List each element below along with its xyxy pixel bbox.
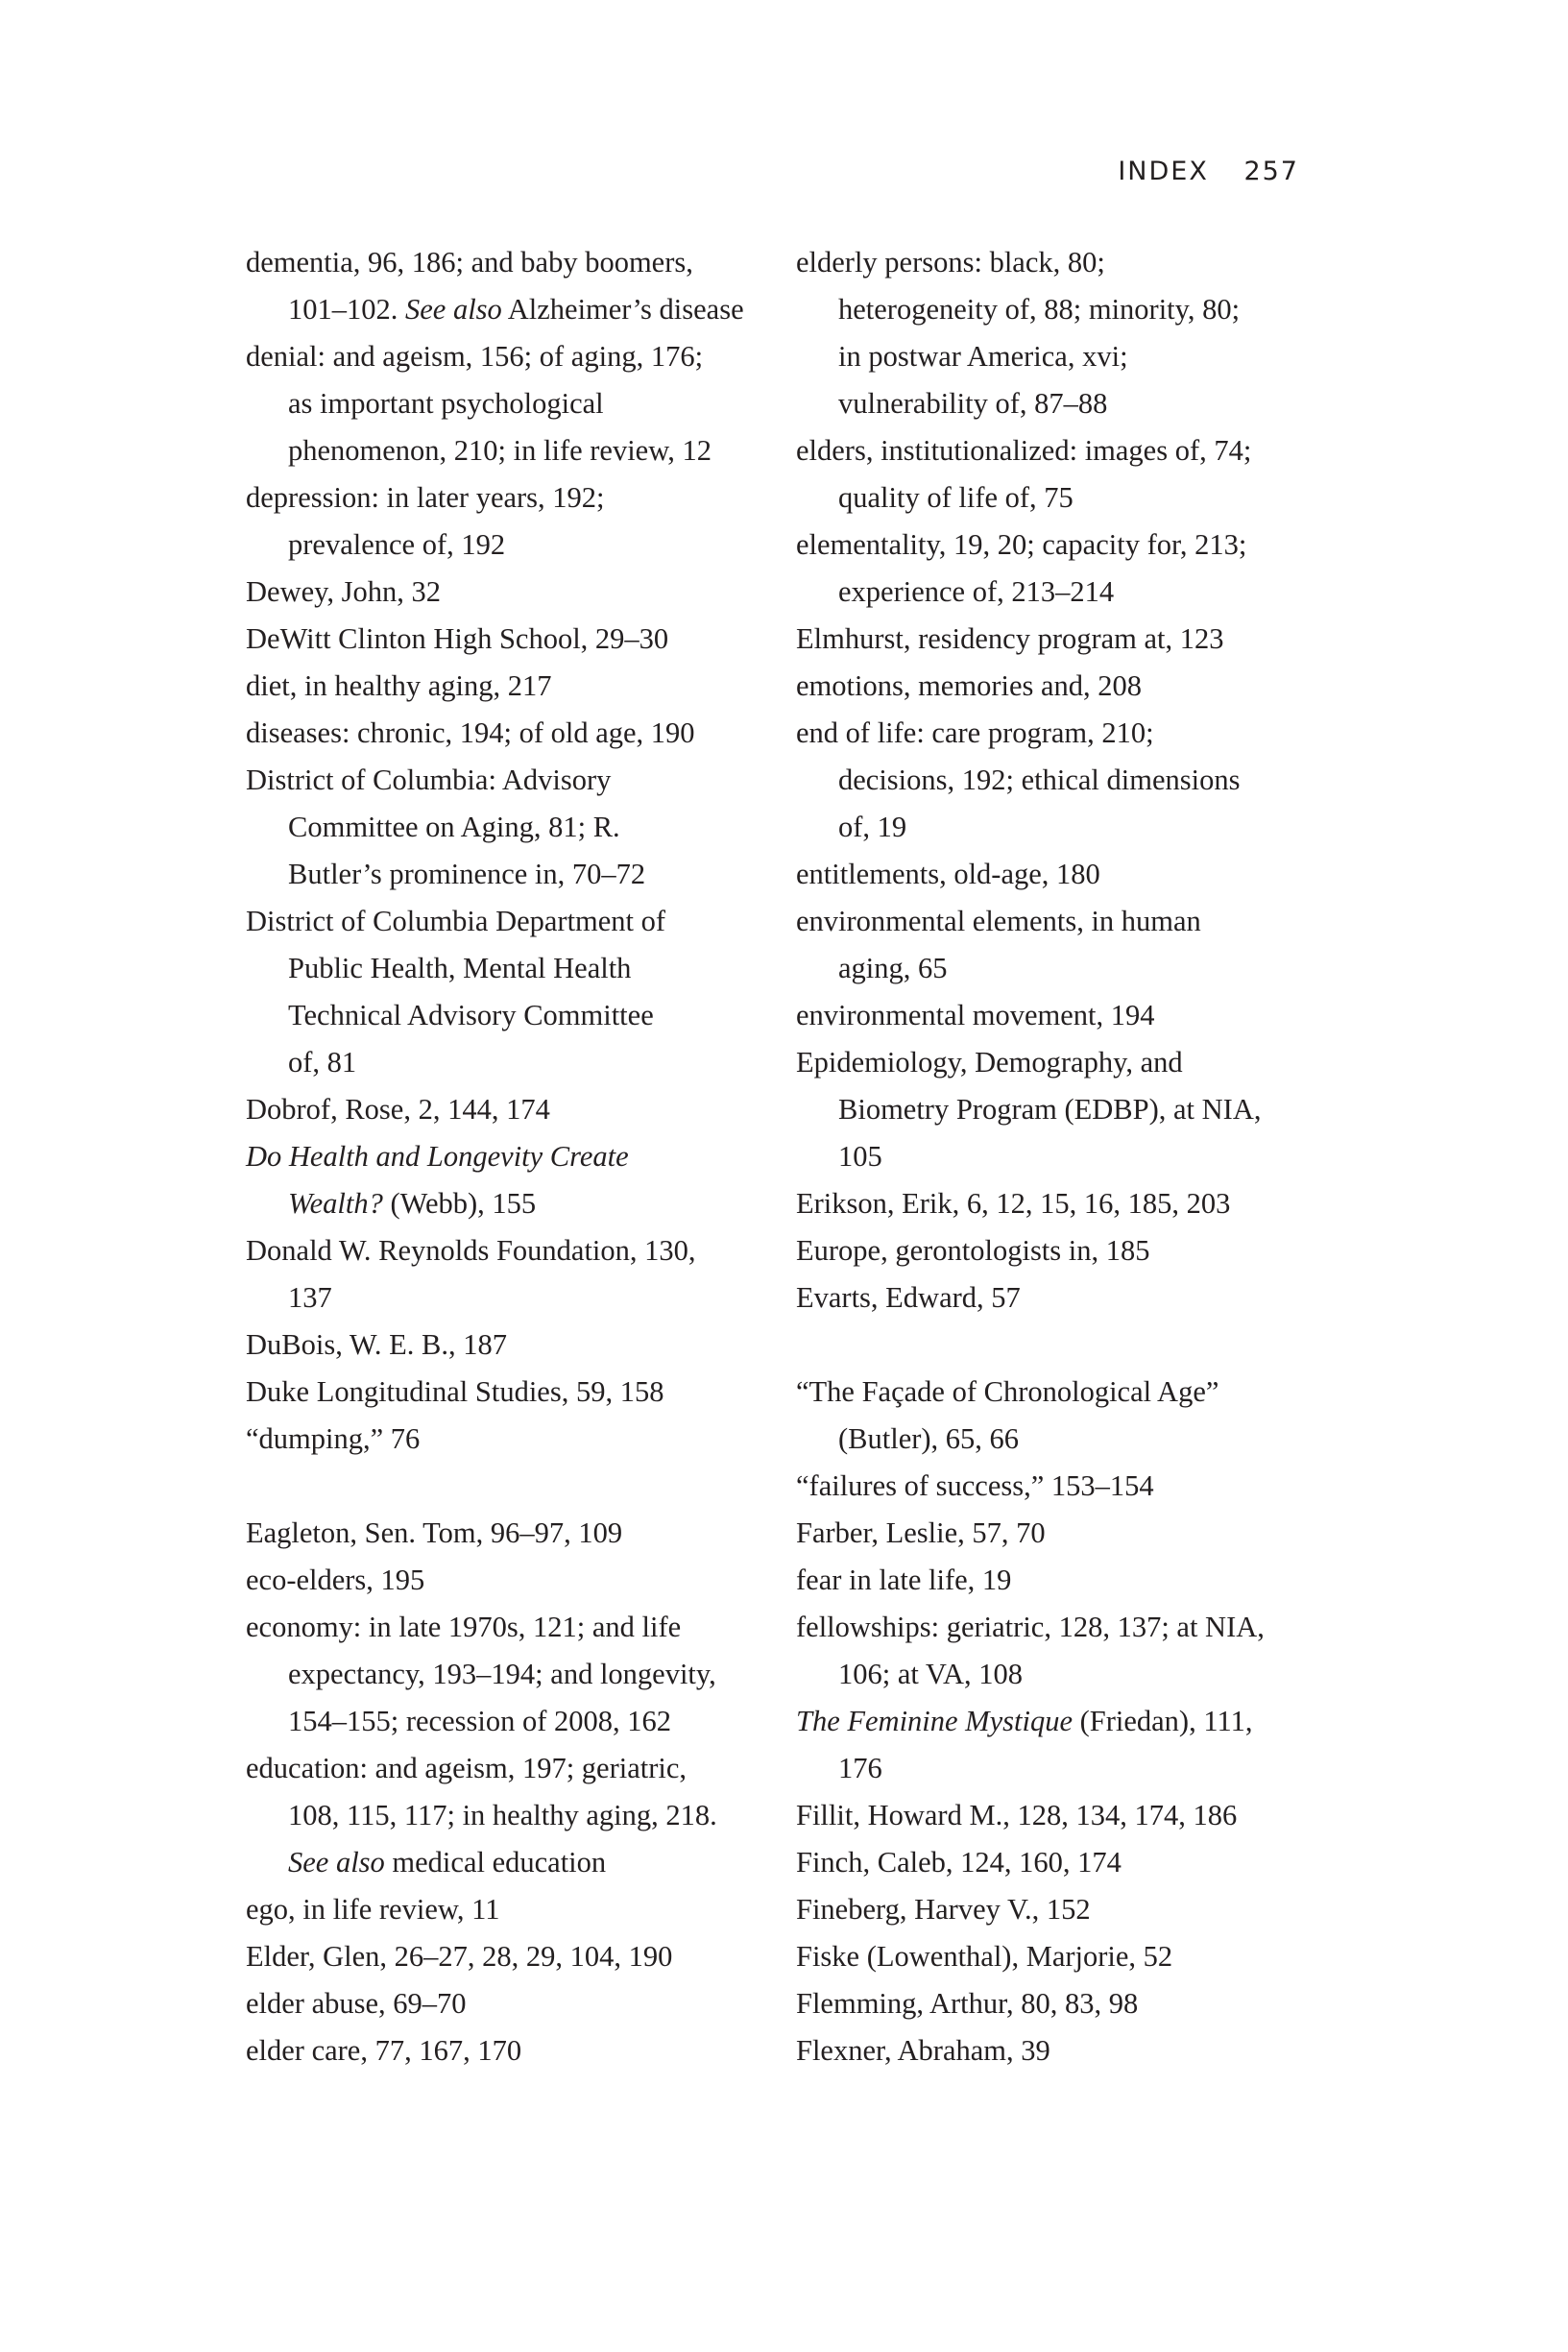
italic-text: See also <box>405 293 502 326</box>
index-column-right <box>796 239 1334 2074</box>
italic-text: The Feminine Mystique <box>796 1705 1073 1737</box>
index-entry-line <box>246 1227 784 1274</box>
entry-text: diseases: chronic, 194; of old age, 190 <box>246 716 695 749</box>
index-entry-line <box>796 616 1334 663</box>
index-entry-line <box>796 1557 1334 1604</box>
index-entry-line <box>796 1274 1334 1321</box>
index-subentry-line <box>246 1274 784 1321</box>
index-subentry-line <box>246 286 784 333</box>
entry-text: decisions, 192; ethical dimensions <box>838 764 1241 796</box>
index-subentry-line <box>246 1651 784 1698</box>
index-subentry-line <box>246 1039 784 1086</box>
index-entry-line <box>246 1745 784 1792</box>
entry-text: elders, institutionalized: images of, 74; <box>796 434 1252 467</box>
index-entry-line <box>796 1369 1334 1416</box>
entry-text: of, 81 <box>288 1046 357 1079</box>
entry-text: Finch, Caleb, 124, 160, 174 <box>796 1846 1122 1879</box>
entry-text: ego, in life review, 11 <box>246 1893 500 1926</box>
italic-text: See also <box>288 1846 385 1879</box>
index-entry-line <box>246 1510 784 1557</box>
entry-text: diet, in healthy aging, 217 <box>246 669 552 702</box>
entry-text: Eagleton, Sen. Tom, 96–97, 109 <box>246 1516 623 1549</box>
entry-text: vulnerability of, 87–88 <box>838 387 1108 420</box>
entry-text: dementia, 96, 186; and baby boomers, <box>246 246 693 279</box>
index-entry-line <box>246 1980 784 2027</box>
entry-text: elementality, 19, 20; capacity for, 213; <box>796 528 1247 561</box>
index-entry-line <box>796 1604 1334 1651</box>
index-entry-line <box>246 898 784 945</box>
index-entry-line <box>246 1604 784 1651</box>
index-subentry-line <box>246 851 784 898</box>
index-column-left <box>246 239 784 2074</box>
entry-text: economy: in late 1970s, 121; and life <box>246 1611 682 1643</box>
entry-text: Dobrof, Rose, 2, 144, 174 <box>246 1093 550 1126</box>
entry-text: Epidemiology, Demography, and <box>796 1046 1183 1079</box>
index-subentry-line <box>246 992 784 1039</box>
entry-text: DeWitt Clinton High School, 29–30 <box>246 622 669 655</box>
index-entry-line <box>796 1886 1334 1933</box>
index-entry-line <box>796 1839 1334 1886</box>
index-subentry-line <box>796 1745 1334 1792</box>
index-subentry-line <box>246 1698 784 1745</box>
entry-text: “failures of success,” 153–154 <box>796 1469 1154 1502</box>
entry-text: quality of life of, 75 <box>838 481 1073 514</box>
entry-text: environmental elements, in human <box>796 905 1201 937</box>
index-entry-line <box>796 663 1334 710</box>
italic-text: Wealth? <box>288 1187 383 1220</box>
index-subentry-line <box>796 945 1334 992</box>
entry-text: 101–102. <box>288 293 405 326</box>
index-subentry-line <box>246 1792 784 1839</box>
entry-text: emotions, memories and, 208 <box>796 669 1143 702</box>
index-subentry-line <box>246 945 784 992</box>
entry-text: Donald W. Reynolds Foundation, 130, <box>246 1234 696 1267</box>
entry-text: heterogeneity of, 88; minority, 80; <box>838 293 1241 326</box>
entry-text: Flexner, Abraham, 39 <box>796 2034 1050 2067</box>
index-entry-line <box>246 757 784 804</box>
index-subentry-line <box>796 286 1334 333</box>
entry-text: “dumping,” 76 <box>246 1422 421 1455</box>
entry-text: 108, 115, 117; in healthy aging, 218. <box>288 1799 717 1831</box>
entry-text: District of Columbia Department of <box>246 905 666 937</box>
entry-text: aging, 65 <box>838 952 948 984</box>
index-entry-line <box>796 992 1334 1039</box>
entry-text: of, 19 <box>838 811 907 843</box>
entry-text: Public Health, Mental Health <box>288 952 632 984</box>
index-entry-line <box>246 1886 784 1933</box>
entry-text: Evarts, Edward, 57 <box>796 1281 1021 1314</box>
entry-text: 105 <box>838 1140 882 1173</box>
entry-text: Committee on Aging, 81; R. <box>288 811 620 843</box>
entry-text: DuBois, W. E. B., 187 <box>246 1328 507 1361</box>
index-subentry-line <box>796 1416 1334 1463</box>
section-title: INDEX <box>1118 157 1209 186</box>
entry-text: (Webb), 155 <box>382 1187 537 1220</box>
entry-text: 154–155; recession of 2008, 162 <box>288 1705 671 1737</box>
entry-text: Elder, Glen, 26–27, 28, 29, 104, 190 <box>246 1940 673 1973</box>
entry-text: elder abuse, 69–70 <box>246 1987 467 2020</box>
italic-text: Do Health and Longevity Create <box>246 1140 629 1173</box>
index-entry-line <box>246 1321 784 1369</box>
entry-text: education: and ageism, 197; geriatric, <box>246 1752 688 1784</box>
entry-text: Biometry Program (EDBP), at NIA, <box>838 1093 1262 1126</box>
entry-text: Fillit, Howard M., 128, 134, 174, 186 <box>796 1799 1238 1831</box>
index-subentry-line <box>796 1086 1334 1133</box>
entry-text: fellowships: geriatric, 128, 137; at NIA, <box>796 1611 1265 1643</box>
index-entry-line <box>796 1180 1334 1227</box>
entry-text: medical education <box>384 1846 607 1879</box>
entry-text: entitlements, old-age, 180 <box>796 858 1100 890</box>
running-head <box>1118 157 1299 186</box>
index-entry-line <box>796 1510 1334 1557</box>
index-entry-line <box>246 710 784 757</box>
index-entry-line <box>796 521 1334 569</box>
entry-text: in postwar America, xvi; <box>838 340 1128 373</box>
entry-text: Elmhurst, residency program at, 123 <box>796 622 1224 655</box>
index-entry-line <box>796 239 1334 286</box>
entry-text: Flemming, Arthur, 80, 83, 98 <box>796 1987 1139 2020</box>
entry-text: denial: and ageism, 156; of aging, 176; <box>246 340 704 373</box>
index-subentry-line <box>796 380 1334 427</box>
index-subentry-line <box>246 521 784 569</box>
index-entry-line <box>246 1086 784 1133</box>
index-entry-line <box>246 2027 784 2074</box>
entry-text: (Friedan), 111, <box>1072 1705 1253 1737</box>
entry-text: Technical Advisory Committee <box>288 999 654 1031</box>
entry-text: prevalence of, 192 <box>288 528 506 561</box>
entry-text: as important psychological <box>288 387 604 420</box>
index-subentry-line <box>796 757 1334 804</box>
entry-text: expectancy, 193–194; and longevity, <box>288 1658 716 1690</box>
index-entry-line <box>796 1039 1334 1086</box>
index-entry-line <box>796 898 1334 945</box>
index-entry-line <box>796 2027 1334 2074</box>
page-number: 257 <box>1243 157 1299 186</box>
index-entry-line <box>796 1792 1334 1839</box>
entry-text: Fiske (Lowenthal), Marjorie, 52 <box>796 1940 1173 1973</box>
index-entry-line <box>246 1369 784 1416</box>
index-entry-line <box>246 663 784 710</box>
entry-text: Duke Longitudinal Studies, 59, 158 <box>246 1375 664 1408</box>
index-subentry-line <box>796 333 1334 380</box>
index-subentry-line <box>246 1180 784 1227</box>
entry-text: depression: in later years, 192; <box>246 481 605 514</box>
index-subentry-line <box>796 474 1334 521</box>
entry-text: fear in late life, 19 <box>796 1564 1012 1596</box>
index-entry-line <box>246 569 784 616</box>
entry-text: Farber, Leslie, 57, 70 <box>796 1516 1046 1549</box>
entry-text: Alzheimer’s disease <box>501 293 744 326</box>
entry-text: eco-elders, 195 <box>246 1564 425 1596</box>
entry-text: District of Columbia: Advisory <box>246 764 612 796</box>
entry-text: (Butler), 65, 66 <box>838 1422 1020 1455</box>
entry-text: Erikson, Erik, 6, 12, 15, 16, 185, 203 <box>796 1187 1231 1220</box>
letter-group-spacer <box>796 1321 1334 1369</box>
entry-text: Butler’s prominence in, 70–72 <box>288 858 646 890</box>
entry-text: 137 <box>288 1281 332 1314</box>
index-entry-line <box>246 239 784 286</box>
index-entry-line <box>796 1980 1334 2027</box>
entry-text: experience of, 213–214 <box>838 575 1115 608</box>
index-entry-line <box>246 474 784 521</box>
index-subentry-line <box>246 427 784 474</box>
index-entry-line <box>796 1698 1334 1745</box>
entry-text: 176 <box>838 1752 882 1784</box>
entry-text: environmental movement, 194 <box>796 999 1155 1031</box>
index-entry-line <box>796 710 1334 757</box>
index-entry-line <box>246 333 784 380</box>
entry-text: end of life: care program, 210; <box>796 716 1154 749</box>
entry-text: Fineberg, Harvey V., 152 <box>796 1893 1091 1926</box>
index-entry-line <box>246 1557 784 1604</box>
index-subentry-line <box>796 1133 1334 1180</box>
index-entry-line <box>796 1227 1334 1274</box>
index-subentry-line <box>796 1651 1334 1698</box>
letter-group-spacer <box>246 1463 784 1510</box>
entry-text: Europe, gerontologists in, 185 <box>796 1234 1150 1267</box>
entry-text: elder care, 77, 167, 170 <box>246 2034 522 2067</box>
index-subentry-line <box>246 1839 784 1886</box>
index-entry-line <box>796 1933 1334 1980</box>
index-entry-line <box>246 1933 784 1980</box>
index-entry-line <box>796 851 1334 898</box>
entry-text: “The Façade of Chronological Age” <box>796 1375 1219 1408</box>
index-entry-line <box>246 1133 784 1180</box>
entry-text: phenomenon, 210; in life review, 12 <box>288 434 712 467</box>
index-entry-line <box>796 427 1334 474</box>
index-entry-line <box>246 1416 784 1463</box>
index-subentry-line <box>796 804 1334 851</box>
index-entry-line <box>246 616 784 663</box>
entry-text: 106; at VA, 108 <box>838 1658 1024 1690</box>
index-entry-line <box>796 1463 1334 1510</box>
entry-text: Dewey, John, 32 <box>246 575 442 608</box>
entry-text: elderly persons: black, 80; <box>796 246 1105 279</box>
index-subentry-line <box>246 804 784 851</box>
index-subentry-line <box>796 569 1334 616</box>
index-subentry-line <box>246 380 784 427</box>
